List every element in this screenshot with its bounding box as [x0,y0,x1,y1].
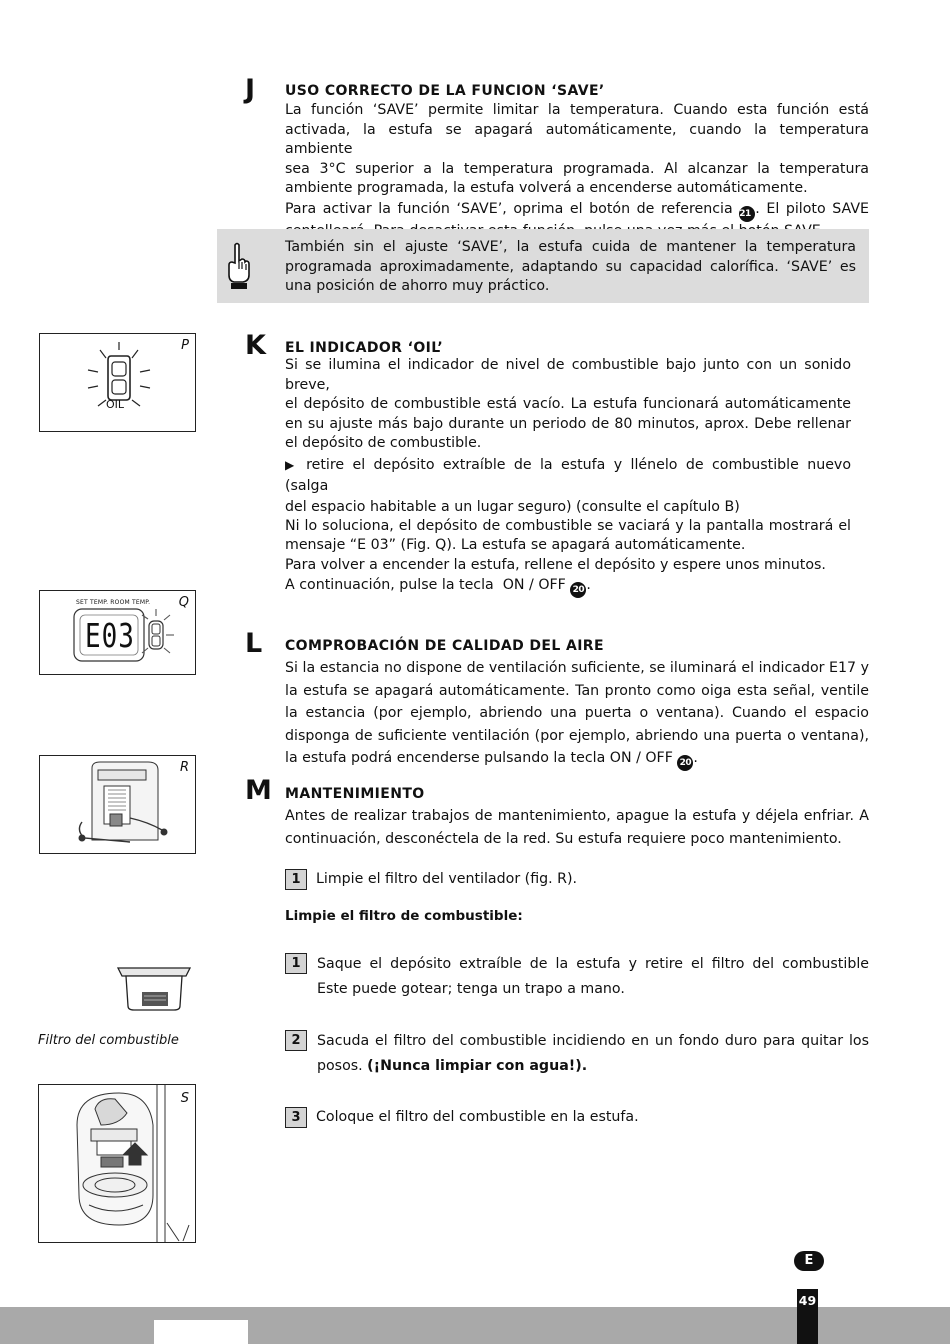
section-body-k [285,356,851,454]
body-text: . [586,577,591,593]
section-body-j [285,101,869,242]
step-3 [285,1107,639,1128]
body-line: el depósito de combustible. [285,435,482,452]
body-line: activada, la estufa se apagará automáticamente, cuando la temperatura ambiente [285,121,869,158]
figure-p [39,333,196,432]
body-line: ambiente programada, la estufa volverá a encenderse automáticamente. [285,180,808,197]
fuel-filter-heading: Limpie el filtro de combustible: [285,908,523,924]
body-line [285,200,869,222]
oil-text: OIL [106,398,125,411]
step-text: Saque el depósito extraíble de la estufa y retire el filtro del combustible [317,956,869,972]
body-line: el depósito de combustible está vacío. La estufa funcionará automáticamente [285,396,851,413]
page-number: 49 [798,1293,817,1308]
step-number: 3 [285,1107,307,1128]
note-line: También sin el ajuste ‘SAVE’, la estufa cuida de mantener la temperatura [285,239,856,255]
reference-number-21: 21 [739,206,755,222]
step-2 [285,1029,869,1079]
section-letter-m: M [245,775,272,806]
section-title-l: COMPROBACIÓN DE CALIDAD DEL AIRE [285,638,604,654]
figure-s [38,1084,196,1243]
step-number: 2 [285,1030,307,1051]
body-text: posos. [317,1058,368,1074]
body-text: . [693,750,698,767]
body-line: continuación, desconéctela de la red. Su estufa requiere poco mantenimiento. [285,831,842,847]
bullet-line [285,455,851,497]
section-body-l [285,657,869,771]
figure-label: R [179,760,189,775]
step-number: 1 [285,953,307,974]
footer-white-tab [154,1320,248,1344]
section-letter-j: J [245,74,256,105]
error-code-display: E03 [85,618,135,656]
page-number-tab [797,1289,818,1344]
body-line: Ni lo soluciona, el depósito de combustible se vaciará y la pantalla mostrará el [285,518,851,535]
note-line: programada aproximadamente, adaptando su capacidad calorífica. ‘SAVE’ es [285,258,856,275]
filter-insertion-illustration [39,1085,195,1242]
body-line: sea 3°C superior a la temperatura programada. Al alcanzar la temperatura [285,160,869,177]
fuel-filter-illustration [114,962,194,1018]
note-text [285,238,856,297]
step-text: Limpie el filtro del ventilador (fig. R). [316,871,578,887]
section-title-j: USO CORRECTO DE LA FUNCION ‘SAVE’ [285,83,605,99]
section-title-k: EL INDICADOR ‘OIL’ [285,340,444,356]
body-line: en su ajuste más bajo durante un periodo de 80 minutos, aprox. Debe rellenar [285,415,851,432]
step-text [317,1054,869,1079]
reference-number-20: 20 [677,755,693,771]
body-text: . El piloto SAVE [755,200,869,217]
body-line: Antes de realizar trabajos de mantenimiento, apague la estufa y déjela enfriar. A [285,808,869,824]
body-line: Para volver a encender la estufa, rellene el depósito y espere unos minutos. [285,557,826,573]
body-text: retire el depósito extraíble de la estufa y llénelo de combustible nuevo (salga [285,457,852,494]
step-1 [285,952,869,1002]
body-line: La función ‘SAVE’ permite limitar la temperatura. Cuando esta función está [285,102,869,118]
language-badge: E [794,1251,824,1271]
body-line: Si se ilumina el indicador de nivel de combustible bajo junto con un sonido breve, [285,357,851,393]
body-text: Para activar la función ‘SAVE’, oprima el botón de referencia [285,200,740,217]
section-body-m [285,805,869,851]
body-line: la estufa se apagará automáticamente. Tan pronto como oiga esta señal, ventile [285,682,869,699]
pointing-hand-icon [225,241,253,291]
figure-label: S [180,1091,189,1106]
figure-label: Q [178,595,189,610]
step-text: Sacuda el filtro del combustible incidiendo en un fondo duro para quitar los [317,1033,869,1049]
display-header-text: SET TEMP. ROOM TEMP. [76,599,151,606]
body-text: A continuación, pulse la tecla ON / OFF [285,577,571,593]
section-letter-l: L [245,628,263,659]
figure-q [39,590,196,675]
body-line: mensaje “E 03” (Fig. Q). La estufa se apagará automáticamente. [285,537,746,554]
reference-number-20: 20 [570,582,586,598]
filter-caption: Filtro del combustible [38,1033,179,1048]
note-line: una posición de ahorro muy práctico. [285,278,550,295]
figure-label: P [181,338,189,353]
note-box [217,229,869,303]
body-text: la estufa podrá encenderse pulsando la tecla ON / OFF [285,750,678,767]
body-line: Si la estancia no dispone de ventilación suficiente, se iluminará el indicador E17 y [285,660,869,676]
step-fan-filter [285,869,577,890]
step-number: 1 [285,869,307,890]
heater-fan-filter-illustration [70,758,190,852]
bullet-arrow-icon: ▶ [285,458,299,472]
step-text: Este puede gotear; tenga un trapo a mano. [317,981,625,997]
figure-r [39,755,196,854]
body-line [285,747,869,771]
restart-block-k [285,555,851,598]
oil-indicator-icon [84,340,154,424]
body-line [285,575,851,598]
body-line: del espacio habitable a un lugar seguro) (consulte el capítulo B) [285,498,740,515]
section-title-m: MANTENIMIENTO [285,786,425,802]
step-text: Coloque el filtro del combustible en la estufa. [316,1109,639,1125]
body-line: la estancia (por ejemplo, abriendo una puerta o ventana). Cuando el espacio [285,705,869,722]
warning-text: (¡Nunca limpiar con agua!). [367,1058,588,1074]
bullet-block-k [285,455,851,555]
section-letter-k: K [245,330,266,361]
body-line: disponga de suficiente ventilación (por ejemplo, abriendo una puerta o ventana), [285,727,869,744]
